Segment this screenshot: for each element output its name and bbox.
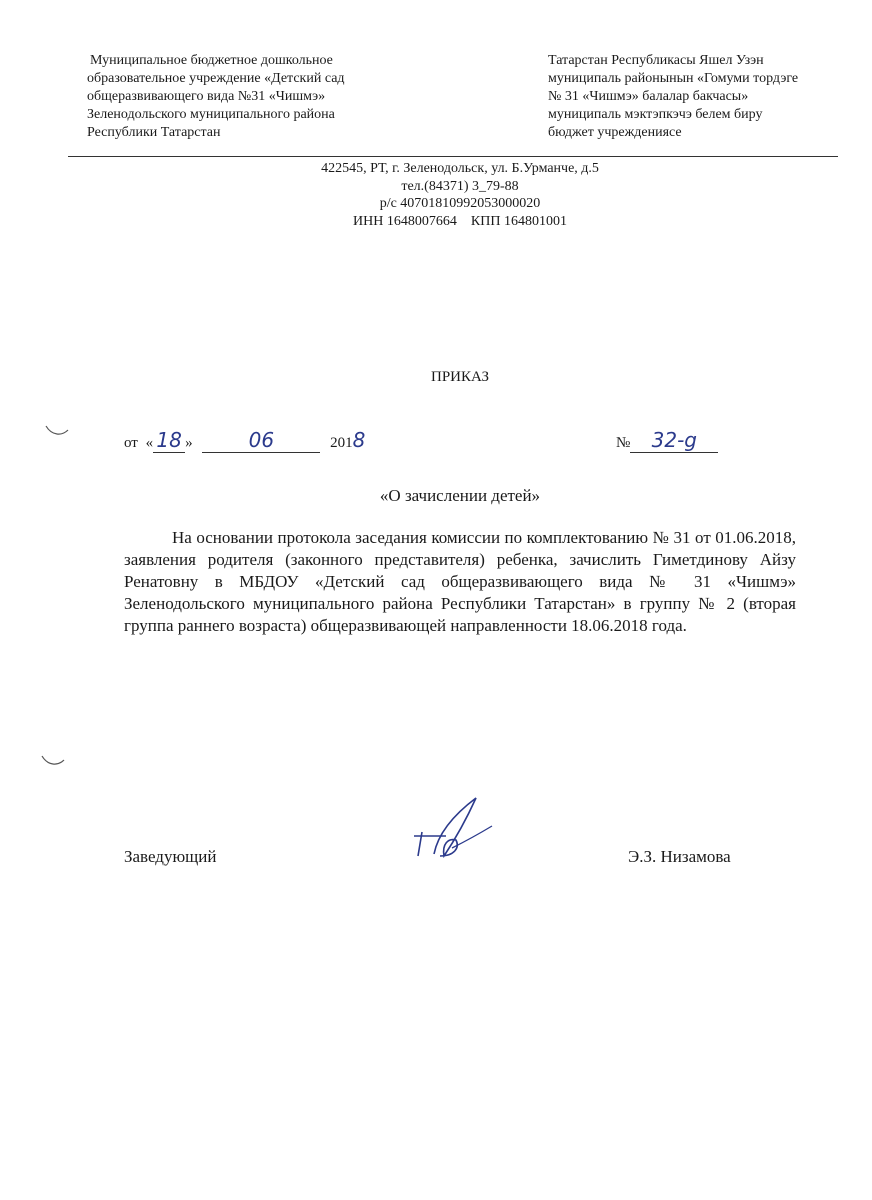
contact-block bbox=[0, 160, 872, 230]
date-year-suffix: 8 bbox=[352, 428, 366, 452]
inn: ИНН 1648007664 bbox=[353, 213, 457, 229]
order-date bbox=[124, 428, 365, 453]
signer-name: Э.З. Низамова bbox=[628, 847, 731, 866]
date-open-quote: « bbox=[145, 435, 154, 451]
header-right-line: муниципаль районынын «Гомуми тордэге bbox=[548, 71, 799, 86]
header-left-line: Республики Татарстан bbox=[87, 125, 221, 140]
signer-position: Заведующий bbox=[124, 847, 217, 866]
date-from-label: от bbox=[124, 435, 138, 451]
header-right-line: муниципаль мэктэпкэчэ белем биру bbox=[548, 107, 763, 122]
date-day: 18 bbox=[156, 428, 182, 452]
date-month-field bbox=[202, 428, 320, 453]
header-right-line: Татарстан Республикасы Яшел Узэн bbox=[548, 53, 764, 68]
date-day-field bbox=[153, 428, 185, 453]
order-subject: «О зачислении детей» bbox=[379, 486, 541, 505]
phone: тел.(84371) 3_79-88 bbox=[401, 178, 519, 194]
header-right-line: бюджет учреждениясе bbox=[548, 125, 682, 140]
date-year-prefix: 201 bbox=[330, 435, 353, 451]
number-value: 32-g bbox=[651, 428, 697, 452]
header-right-organization bbox=[548, 52, 848, 142]
date-close-quote: » bbox=[185, 435, 193, 451]
bank-account: р/с 40701810992053000020 bbox=[379, 196, 541, 211]
punch-hole-mark bbox=[38, 748, 68, 772]
header-left-organization bbox=[87, 52, 420, 142]
date-month: 06 bbox=[248, 428, 275, 452]
order-number bbox=[616, 428, 718, 453]
punch-hole-mark bbox=[42, 418, 72, 442]
document-title: ПРИКАЗ bbox=[431, 369, 489, 385]
header-left-line: образовательное учреждение «Детский сад bbox=[87, 71, 345, 86]
tax-ids bbox=[0, 213, 872, 231]
kpp: КПП 164801001 bbox=[470, 213, 567, 229]
address: 422545, РТ, г. Зеленодольск, ул. Б.Урманче, д.5 bbox=[321, 161, 599, 176]
handwritten-signature bbox=[408, 790, 508, 870]
header-left-line: Зеленодольского муниципального района bbox=[87, 107, 335, 122]
order-body: На основании протокола заседания комиссии по комплектованию № 31 от 01.06.2018, заявления родителя (законного представителя) ребенка, зачислить Гиметдинову Айзу Ренатовну в МБДОУ «Детский сад общеразвивающего вида № 31 «Чишмэ» Зеленодольского муниципального района Республики Татарстан» в группу № 2 (вторая группа раннего возраста) общеразвивающей направленности 18.06.2018 года. bbox=[124, 528, 796, 635]
number-field bbox=[630, 428, 718, 453]
header-left-line: общеразвивающего вида №31 «Чишмэ» bbox=[87, 89, 326, 104]
header-divider bbox=[68, 156, 838, 157]
header-right-line: № 31 «Чишмэ» балалар бакчасы» bbox=[548, 89, 749, 104]
number-label: № bbox=[616, 435, 631, 451]
header-left-line: Муниципальное бюджетное дошкольное bbox=[90, 53, 333, 68]
